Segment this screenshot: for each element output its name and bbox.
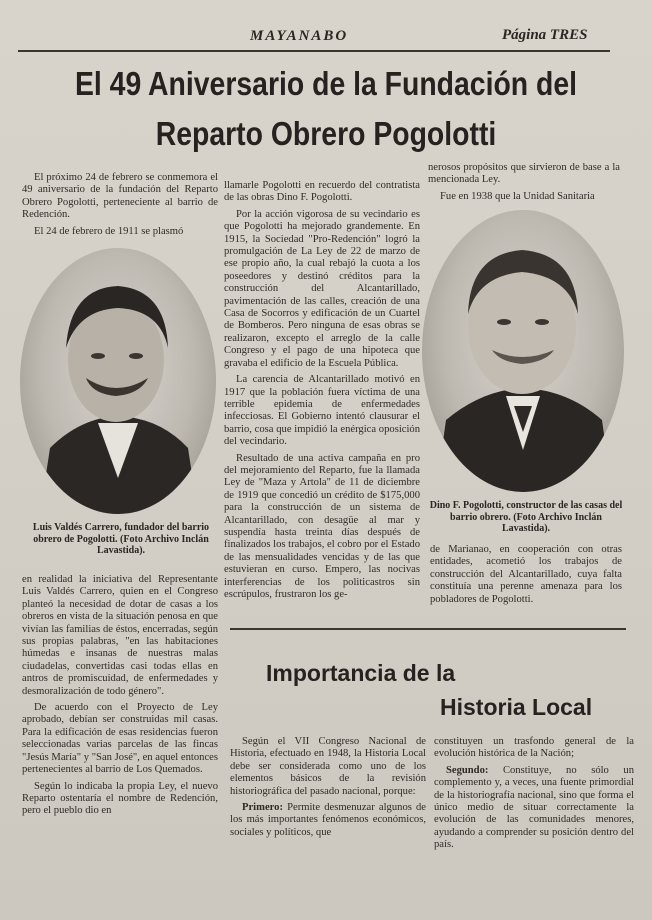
section-divider [230,628,626,630]
article2-title-line1: Importancia de la [266,660,456,686]
paragraph: de Marianao, en cooperación con otras entidades, acometió los trabajos de construcción del Alcantarillado, cuya falta constituía una perenne amenaza para los pobladores de Pogolotti. [430,544,622,605]
portrait-illustration [20,248,216,514]
page-number: Página TRES [502,27,588,43]
article-title-line2: Reparto Obrero Pogolotti [155,115,497,152]
article1-column1-bottom [22,574,218,822]
portrait-photo-dino-pogolotti [422,210,624,492]
paragraph: Permite desmenuzar algunos de los más importantes fenómenos económicos, sociales y políticos, que [230,802,426,838]
article1-column1-top [22,172,218,242]
paragraph: nerosos propósitos que sirvieron de base a la mencionada Ley. [428,162,620,186]
paragraph: Fue en 1938 que la Unidad Sanitaria [440,190,595,202]
portrait-illustration [422,210,624,492]
paragraph: constituyen un trasfondo general de la evolución histórica de la Nación; [434,736,634,760]
article1-column2 [224,180,420,605]
paragraph: La carencia de Alcantarillado motivó en 1917 que la población fuera víctima de una terrible epidemia de enfermedades infecciosas. El Gobierno intentó clausurar el barrio, cosa que impidió la enérgica oposición del vecindario. [224,374,420,448]
paragraph: Según el VII Congreso Nacional de Historia, efectuado en 1948, la Historia Local debe ser considerada como uno de los elementos básicos de la revisión historiográfica del pasado nacional, porque: [230,736,426,797]
paragraph: Según lo indicaba la propia Ley, el nuevo Reparto ostentaría el nombre de Redención, pero el pueblo dio en [22,780,218,817]
publication-name: MAYANABO [250,28,349,44]
article1-column3-top [428,162,620,207]
paragraph: El próximo 24 de febrero se conmemora el 49 aniversario de la fundación del Reparto Obrero Pogolotti, perteneciente al barrio de Redención. [22,172,218,221]
paragraph: llamarle Pogolotti en recuerdo del contratista de las obras Dino F. Pogolotti. [224,180,420,204]
article1-column3-bottom [430,544,622,610]
paragraph: Resultado de una activa campaña en pro del mejoramiento del Reparto, fue la llamada Ley de "Maza y Artola" de 11 de diciembre de 1919 que concedió un crédito de $175,000 para la construcción de un sistema de Alcantarillado, con desagüe al mar y suspendía hasta treinta días después de finalizados los trabajos, el cobro por el Estado de las mensualidades vencidas y de las que estuvieran en curso. Empero, las nocivas interferencias de los politicastros sin escrúpulos, frustraron los ge- [224,452,420,600]
photo-caption-right: Dino F. Pogolotti, constructor de las casas del barrio obrero. (Foto Archivo Inclán Lavastida). [429,500,623,534]
paragraph: El 24 de febrero de 1911 se plasmó [34,225,184,237]
article2-column-a [230,736,426,843]
photo-caption-left: Luis Valdés Carrero, fundador del barrio obrero de Pogolotti. (Foto Archivo Inclán Lavastida). [32,522,210,556]
paragraph: en realidad la iniciativa del Representante Luis Valdés Carrero, quien en el Congreso planteó la necesidad de dotar de casas a los obreros en vista de la situación penosa en que vivían las familias de éstos, encerradas, según sus propias palabras, "en las habitaciones húmedas e insanas de nuestras malas ciudadelas, convertidas casi todas ellas en antros de promiscuidad, de enfermedades y desmoralización de todo género". [22,574,218,697]
paragraph-lead: Primero: [242,802,283,814]
paragraph: Por la acción vigorosa de su vecindario es que Pogolotti ha mejorado grandemente. En 1915, la Sociedad "Pro-Redención" logró la promulgación de La Ley de 22 de marzo de ese propio año, la cual rebajó la cuota a los poseedores y destinó créditos para la construcción del Alcantarillado, pavimentación de las calles, creación de una Casa de Socorros y edificación de un Cuartel de Bomberos. Pero ninguna de esas obras se realizaron, excepto el arreglo de la calle Congreso y el pago de una hipoteca que gravaba el edificio de la Escuela Pública. [224,208,420,369]
header-rule [18,50,610,52]
portrait-photo-valdes-carrero [20,248,216,514]
page-header [0,26,652,48]
article2-column-b [434,736,634,856]
paragraph: Constituye, no sólo un complemento y, a veces, una fuente primordial de la historiografía nacional, sino que forma el único medio de situar correctamente la evolución de las comunidades menores, ayudando a comprender su posición dentro del país. [434,764,634,851]
article2-title-line2: Historia Local [440,694,593,720]
paragraph-lead: Segundo: [446,764,489,776]
paragraph: De acuerdo con el Proyecto de Ley aprobado, debían ser construidas mil casas. Para la edificación de esas residencias fueron seleccionadas varias parcelas de las fincas "Jesús María" y "San José", en aquel entonces pertenecientes al barrio de Los Quemados. [22,702,218,776]
article-title-line1: El 49 Aniversario de la Fundación del [74,65,578,102]
